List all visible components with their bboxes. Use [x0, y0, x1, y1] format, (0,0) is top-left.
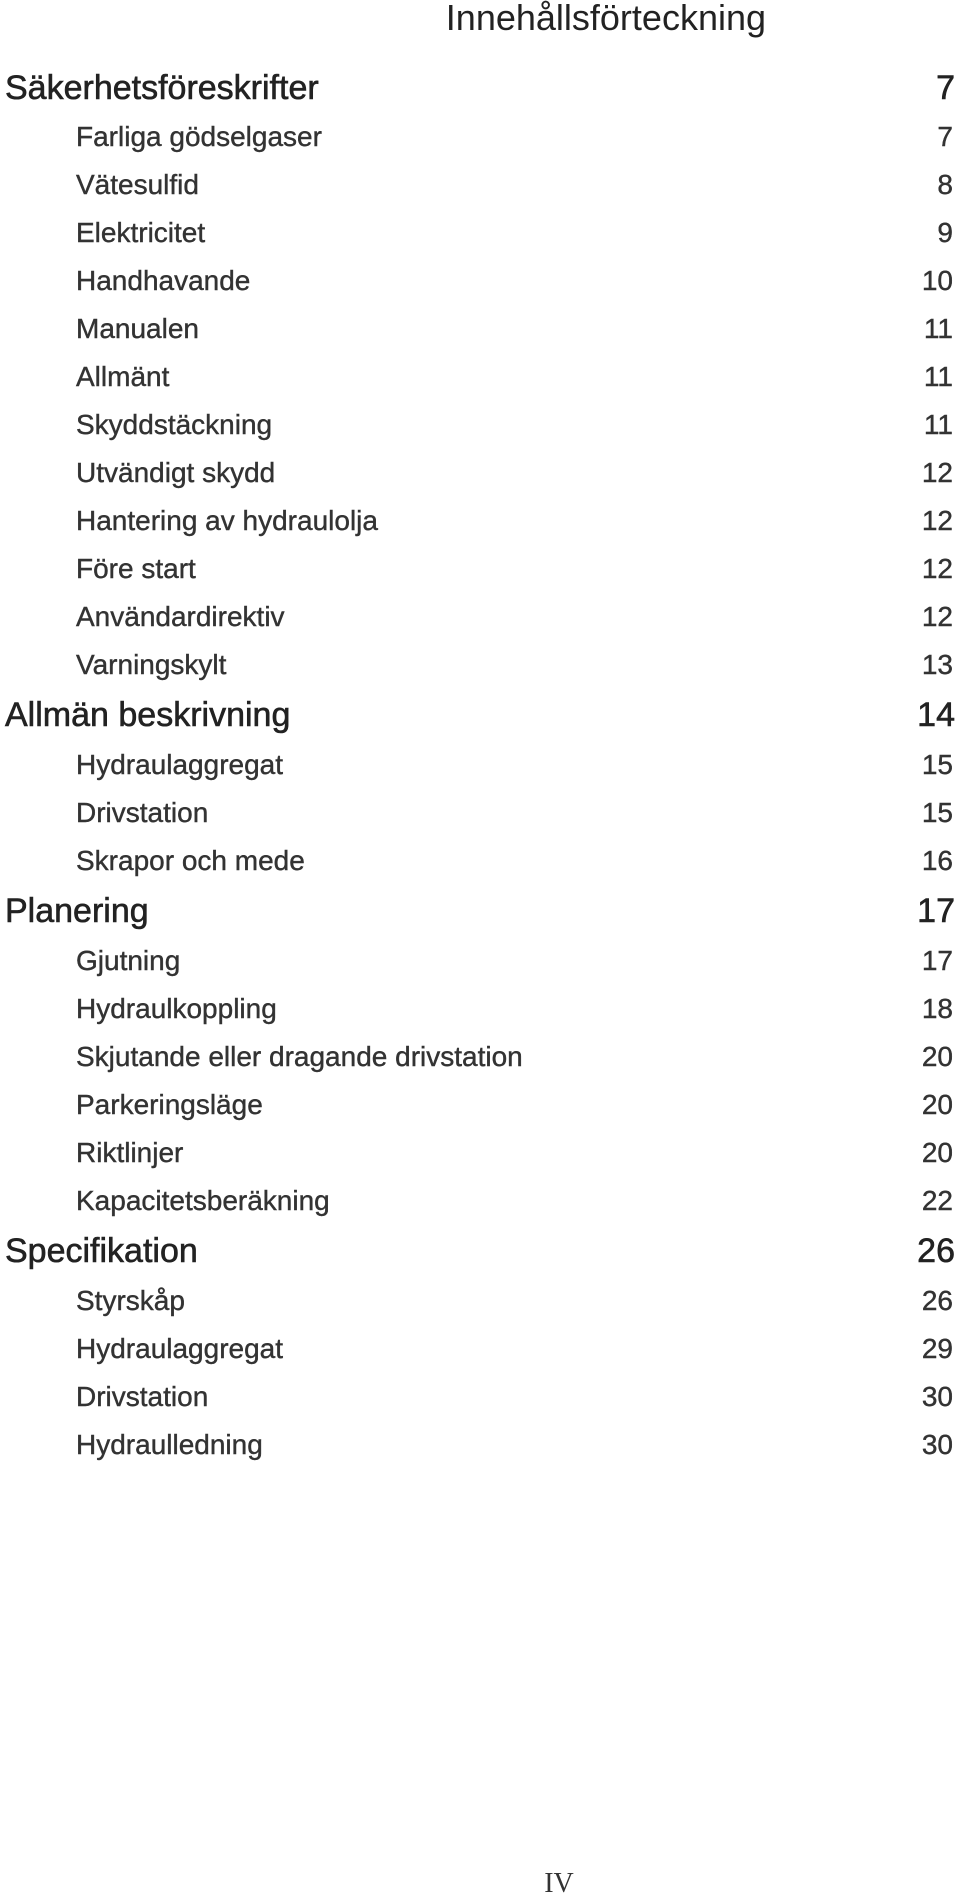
toc-entry-title: Hydraulaggregat	[76, 1333, 284, 1364]
toc-entry	[0, 261, 960, 301]
toc-section	[0, 1231, 960, 1271]
toc-page-number: 14	[917, 695, 955, 734]
toc-page-number: 20	[921, 1137, 953, 1168]
toc-entry-title: Varningskylt	[76, 649, 227, 680]
toc-page-number: 12	[921, 505, 953, 536]
toc-entry	[0, 745, 960, 785]
toc-entry	[0, 941, 960, 981]
toc-entry-title: Skjutande eller dragande drivstation	[76, 1041, 523, 1072]
toc-page-number: 17	[921, 945, 953, 976]
toc-entry	[0, 645, 960, 685]
toc-entry	[0, 841, 960, 881]
toc-entry	[0, 1329, 960, 1369]
toc-entry	[0, 1181, 960, 1221]
toc-entry	[0, 213, 960, 253]
toc-page-number: 26	[917, 1231, 955, 1270]
toc-entry	[0, 549, 960, 589]
toc-page-number: 12	[921, 457, 953, 488]
toc-entry-title: Elektricitet	[76, 217, 206, 248]
toc-entry	[0, 1281, 960, 1321]
toc-entry-title: Riktlinjer	[76, 1137, 184, 1168]
toc-section	[0, 68, 960, 108]
toc-page-number: 30	[921, 1429, 953, 1460]
toc-entry	[0, 165, 960, 205]
toc-entry	[0, 793, 960, 833]
toc-page-number: 8	[937, 169, 953, 200]
toc-entry	[0, 117, 960, 157]
toc-entry	[0, 357, 960, 397]
toc-page-number: 10	[921, 265, 953, 296]
toc-entry	[0, 1425, 960, 1465]
table-of-contents	[0, 60, 960, 1760]
toc-page-number: 29	[921, 1333, 953, 1364]
toc-entry-title: Drivstation	[76, 1381, 209, 1412]
toc-page-number: 11	[923, 361, 953, 392]
toc-entry-title: Manualen	[76, 313, 199, 344]
toc-section	[0, 695, 960, 735]
toc-entry-title: Hydraulledning	[76, 1429, 263, 1460]
toc-entry	[0, 1037, 960, 1077]
toc-entry-title: Hydraulaggregat	[76, 749, 284, 780]
toc-page-number: 15	[921, 797, 953, 828]
page-number: IV	[544, 1868, 574, 1899]
toc-section-title: Allmän beskrivning	[5, 695, 291, 734]
toc-entry-title: Hantering av hydraulolja	[76, 505, 378, 536]
toc-entry-title: Styrskåp	[76, 1285, 185, 1316]
page-title: Innehållsförteckning	[445, 0, 766, 38]
toc-entry-title: Parkeringsläge	[76, 1089, 263, 1120]
toc-entry-title: Drivstation	[76, 797, 209, 828]
toc-entry-title: Utvändigt skydd	[76, 457, 276, 488]
toc-section	[0, 891, 960, 931]
toc-page-number: 15	[921, 749, 953, 780]
toc-page-number: 20	[921, 1041, 953, 1072]
toc-entry-title: Gjutning	[76, 945, 181, 976]
toc-entry	[0, 453, 960, 493]
toc-page-number: 17	[917, 891, 955, 930]
toc-entry-title: Allmänt	[76, 361, 170, 392]
toc-page-number: 20	[921, 1089, 953, 1120]
toc-page-number: 11	[923, 409, 953, 440]
toc-page-number: 12	[921, 601, 953, 632]
toc-page-number: 16	[921, 845, 953, 876]
toc-entry-title: Farliga gödselgaser	[76, 121, 322, 152]
toc-page-number: 26	[921, 1285, 953, 1316]
toc-entry	[0, 597, 960, 637]
toc-entry	[0, 405, 960, 445]
toc-entry-title: Kapacitetsberäkning	[76, 1185, 330, 1216]
toc-page-number: 18	[921, 993, 953, 1024]
toc-entry-title: Vätesulfid	[76, 169, 199, 200]
toc-page-number: 30	[921, 1381, 953, 1412]
toc-entry-title: Hydraulkoppling	[76, 993, 277, 1024]
toc-entry	[0, 501, 960, 541]
toc-entry	[0, 1133, 960, 1173]
toc-page-number: 11	[923, 313, 953, 344]
toc-entry-title: Skyddstäckning	[76, 409, 273, 440]
toc-entry	[0, 1085, 960, 1125]
toc-page-number: 13	[921, 649, 953, 680]
toc-section-title: Säkerhetsföreskrifter	[5, 68, 319, 107]
toc-entry	[0, 989, 960, 1029]
toc-entry-title: Användardirektiv	[76, 601, 285, 632]
toc-entry	[0, 1377, 960, 1417]
toc-entry-title: Före start	[76, 553, 196, 584]
toc-page-number: 22	[921, 1185, 953, 1216]
toc-entry	[0, 309, 960, 349]
toc-page-number: 12	[921, 553, 953, 584]
toc-page-number: 7	[936, 68, 955, 107]
toc-entry-title: Skrapor och mede	[76, 845, 305, 876]
toc-entry-title: Handhavande	[76, 265, 251, 296]
toc-page-number: 7	[937, 121, 953, 152]
toc-page-number: 9	[937, 217, 953, 248]
toc-section-title: Planering	[5, 891, 149, 930]
toc-section-title: Specifikation	[5, 1231, 198, 1270]
